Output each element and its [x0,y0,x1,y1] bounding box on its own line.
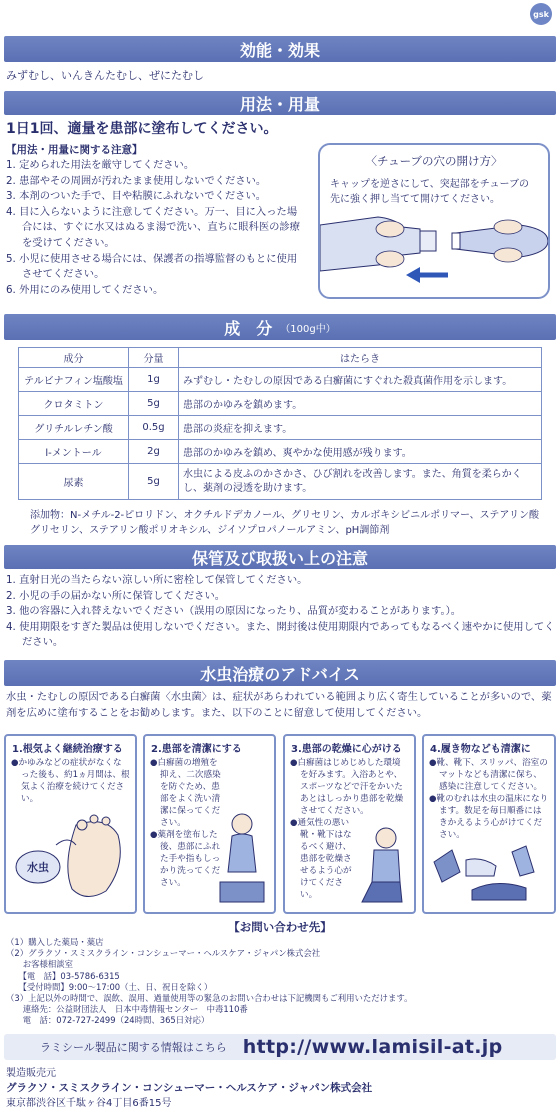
ingredients-heading: 成 分 （100g中） [4,314,556,340]
table-row [19,368,542,392]
usage-notes-list [6,158,306,298]
advice-tip-text: ●靴、靴下、スリッパ、浴室のマットなども清潔に保ち、感染に注意してください。 [429,758,548,792]
manufacturer-label: 製造販売元 [6,1068,56,1079]
advice-tip-text: ●靴のむれは水虫の温床になります。数足を毎日順番にはきかえるよう心がけてください。 [429,794,549,840]
additives-text: 添加物：N-メチル-2-ピロリドン、オクチルドデカノール、グリセリン、カルボキシビニルポリマー、ステアリン酸グリセリン、ステアリン酸ポリオキシル、ジイソプロパノールアミン、pH調節剤 [30,510,539,536]
contact-title: 【お問い合わせ先】 [228,920,332,934]
advice-tip-4 [422,734,556,914]
contact-line: （1）購入した薬局・薬店 [6,937,104,947]
storage-item: 1. 直射日光の当たらない涼しい所に密栓して保管してください。 [6,574,308,586]
table-row [19,392,542,416]
ingredient-effect: 水虫による皮ふのかさかさ、ひび割れを改善します。また、角質を柔らかくし、薬剤の浸透を助けます。 [179,464,542,500]
ingredient-amount: 0.5g [129,416,179,440]
ingredient-name: クロタミトン [19,392,129,416]
advice-tip-title: 2.患部を清潔にする [151,744,242,755]
ingredient-amount: 2g [129,440,179,464]
contact-line: 電 話：072-727-2499（24時間、365日対応） [6,1015,210,1026]
ingredient-amount: 1g [129,368,179,392]
advice-tip-text: ●白癬菌の増殖を抑え、二次感染を防ぐため、患部をよく洗い清潔に保ってください。 [150,758,221,828]
website-label: ラミシール製品に関する情報はこちら [40,1041,227,1054]
ingredient-name: 尿素 [19,464,129,500]
washing-person-illustration [212,808,272,908]
usage-main: 1日1回、適量を患部に塗布してください。 [6,121,278,137]
ingredient-name: グリチルレチン酸 [19,416,129,440]
contact-block [6,937,413,1027]
contact-line: 【電 話】03-5786-6315 [6,970,120,981]
usage-note: 2. 患部やその周囲が汚れたまま使用しないでください。 [6,174,267,187]
manufacturer-block [6,1066,372,1111]
advice-tip-title: 1.根気よく継続治療する [12,744,123,755]
shoes-illustration [426,842,556,908]
storage-heading: 保管及び取扱い上の注意 [4,545,556,569]
mizumushi-badge: 水虫 [27,861,49,874]
efficacy-text: みずむし、いんきんたむし、ぜにたむし [6,69,204,82]
advice-tip-2 [143,734,276,914]
tube-illustration [320,209,548,289]
storage-item: 3. 他の容器に入れ替えないでください（誤用の原因になったり、品質が変わることがあります。）。 [6,605,462,618]
advice-tip-title: 4.履き物なども清潔に [430,744,531,755]
storage-item: 2. 小児の手の届かない所に保管してください。 [6,589,226,602]
ingredients-table [18,347,542,500]
table-row [19,464,542,500]
advice-tip-text: ●白癬菌はじめじめした環境を好みます。入浴あとや、スポーツなどで汗をかいたあとはしっかり患部を乾燥させてください。 [290,758,404,816]
usage-note: 4. 目に入らないように注意してください。万一、目に入った場合には、すぐに水又はぬるま湯で洗い、直ちに眼科医の診療を受けてください。 [6,205,301,249]
advice-heading: 水虫治療のアドバイス [4,660,556,686]
column-header: 分量 [129,348,179,368]
usage-note: 6. 外用にのみ使用してください。 [6,283,164,296]
contact-line: 【受付時間】9:00～17:00（土、日、祝日を除く） [6,981,213,992]
ingredient-effect: 患部のかゆみを鎮めます。 [179,392,542,416]
ingredient-name: テルビナフィン塩酸塩 [19,368,129,392]
contact-line: （2）グラクソ・スミスクライン・コンシューマー・ヘルスケア・ジャパン株式会社 [6,948,321,959]
advice-tip-text: ●薬剤を塗布した後、患部にふれた手や指もしっかり洗ってください。 [150,830,221,888]
column-header: はたらき [179,348,542,368]
ingredient-name: l-メントール [19,440,129,464]
ingredient-effect: みずむし・たむしの原因である白癬菌にすぐれた殺真菌作用を示します。 [179,368,542,392]
usage-note: 5. 小児に使用させる場合には、保護者の指導監督のもとに使用させてください。 [6,252,298,281]
contact-line: お客様相談室 [6,959,73,970]
drying-person-illustration [352,824,412,908]
contact-line: 連絡先：公益財団法人 日本中毒情報センター 中毒110番 [6,1004,248,1015]
table-row [19,440,542,464]
advice-tip-text: ●通気性の悪い靴・靴下はなるべく避け、患部を乾燥させるよう心がけてください。 [290,818,352,900]
foot-illustration [6,805,137,914]
contact-line: （3）上記以外の時間で、誤飲、誤用、過量使用等の緊急のお問い合わせは下記機関もご利用いただけます。 [6,993,413,1004]
usage-heading: 用法・用量 [4,91,556,115]
advice-tip-3 [283,734,416,914]
column-header: 成分 [19,348,129,368]
table-header-row [19,348,542,368]
gsk-logo: gsk [530,3,552,25]
efficacy-heading: 効能・効果 [4,36,556,62]
storage-list [6,573,556,651]
advice-tip-1 [4,734,137,914]
tube-opening-desc: キャップを逆さにして、突起部をチューブの先に強く押し当てて開けてください。 [330,179,529,205]
ingredient-amount: 5g [129,392,179,416]
website-bar [4,1034,556,1060]
tube-opening-title: 〈チューブの穴の開け方〉 [365,154,503,168]
tube-opening-box [318,143,550,299]
ingredient-amount: 5g [129,464,179,500]
usage-note: 3. 本剤のついた手で、目や粘膜にふれないでください。 [6,190,267,203]
usage-notes-title: 【用法・用量に関する注意】 [6,144,143,156]
table-row [19,416,542,440]
advice-intro: 水虫・たむしの原因である白癬菌〈水虫菌〉は、症状があらわれている範囲より広く寄生していることが多いので、薬剤を広めに塗布することをお勧めします。また、以下のことに留意して使用してください。 [6,691,552,719]
website-url[interactable]: http://www.lamisil-at.jp [242,1036,503,1058]
advice-tip-title: 3.患部の乾燥に心がける [291,744,402,755]
storage-item: 4. 使用期限をすぎた製品は使用しないでください。また、開封後は使用期限内であってもなるべく速やかに使用してください。 [6,620,555,649]
usage-note: 1. 定められた用法を厳守してください。 [6,159,195,171]
advice-tip-text: ●かゆみなどの症状がなくなった後も、約1ヵ月間は、根気よく治療を続けてください。 [11,758,130,804]
manufacturer-address: 東京都渋谷区千駄ヶ谷4丁目6番15号 [6,1098,172,1109]
ingredient-effect: 患部のかゆみを鎮め、爽やかな使用感が残ります。 [179,440,542,464]
ingredient-effect: 患部の炎症を抑えます。 [179,416,542,440]
manufacturer-name: グラクソ・スミスクライン・コンシューマー・ヘルスケア・ジャパン株式会社 [6,1082,373,1094]
